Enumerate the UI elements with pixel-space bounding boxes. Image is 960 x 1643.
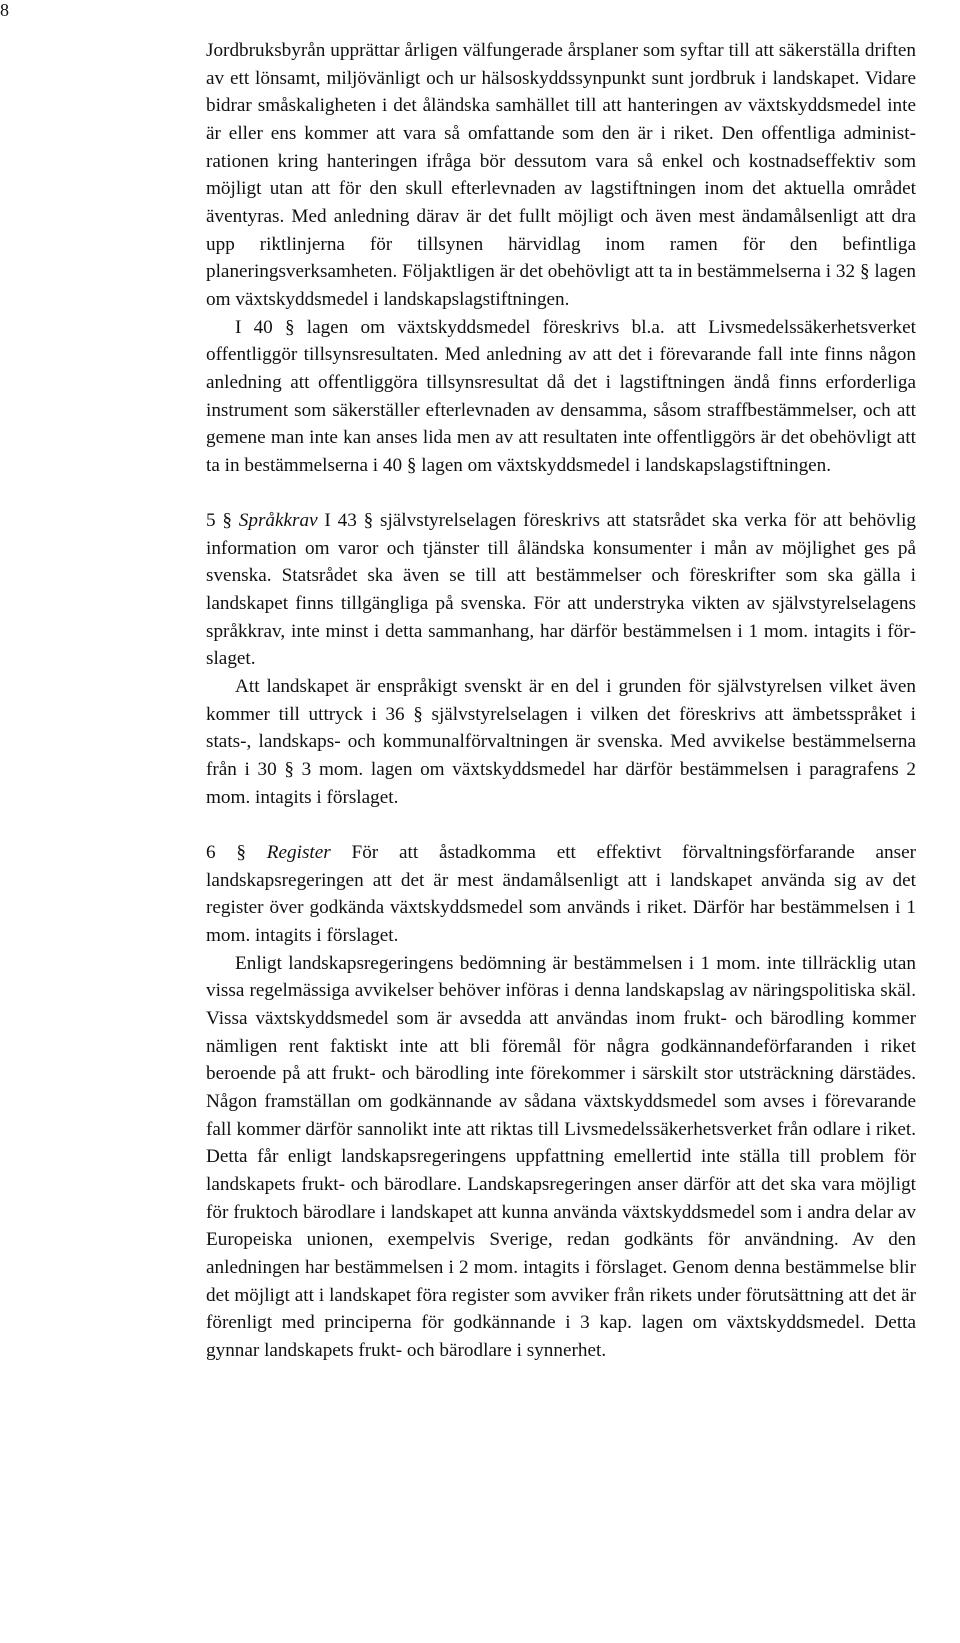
section-5-paragraph-2: Att landskapet är enspråkigt svenskt är en del i grunden för självstyrelsen vilket även kommer till uttryck i 36 § självstyrelselagen i vilken det föreskrivs att ämbetsspråket i stats-, landskaps- och kommunalförvaltningen är svenska. Med avvikelse bestämmelserna från i 30 § 3 mom. lagen om växtskyddsmedel har därför bestämmelsen i paragrafens 2 mom. intagits i förslaget. [206, 676, 916, 808]
section-5-text: I 43 § självstyrelselagen föreskrivs att statsrådet ska verka för att behövlig information om varor och tjänster till åländska konsumenter i mån av möjlighet ges på svenska. Statsrådet ska även se till att bestämmelser och föreskrifter som ska gälla i landskapet finns tillgängliga på svenska. För att understryka vikten av självstyrelselagens språkkrav, inte minst i detta sammanhang, har därför bestämmelsen i 1 mom. intagits i förslaget. [206, 510, 917, 670]
section-6-title: Register [266, 842, 331, 863]
section-5-paragraph [206, 507, 916, 673]
section-6-paragraph-2: Enligt landskapsregeringens bedömning är bestämmelsen i 1 mom. inte tillräcklig utan vissa regelmässiga avvikelser behöver införas i denna landskapslag av näringspolitiska skäl. Vissa växtskyddsmedel som är avsedda att användas inom frukt- och bärodling kommer nämligen rent faktiskt inte att bli föremål för några godkännandeförfaranden i riket beroende på att frukt- och bärodling inte förekommer i särskilt stor utsträckning därstädes. Någon framställan om godkännande av sådana växtskyddsmedel som avses i förevarande fall kommer därför sannolikt inte att riktas till Livsmedelssäkerhetsverket från odlare i riket. Detta får enligt landskapsregeringens uppfattning emellertid inte ställa till problem för landskapets frukt- och bärodlare. Landskapsregeringen anser därför att det ska vara möjligt för fruktoch bärodlare i landskapet att kunna använda växtskyddsmedel som i andra delar av Europeiska unionen, exempelvis Sverige, redan godkänts för användning. Av den anledningen har bestämmelsen i 2 mom. intagits i förslaget. Genom denna bestämmelse blir det möjligt att i landskapet föra register som avviker från rikets under förutsättning att det är förenligt med principerna för godkännande i 3 kap. lagen om växtskyddsmedel. Detta gynnar landskapets frukt- och bärodlare i synnerhet. [206, 952, 916, 1361]
paragraph-tillsyn: Jordbruksbyrån upprättar årligen välfungerade årsplaner som syftar till att säkerställa driften av ett lönsamt, miljövänligt och ur hälsoskyddssynpunkt sunt jordbruk i landskapet. Vidare bidrar småskaligheten i det åländska samhället till att hanteringen av växtskyddsmedel inte är eller ens kommer att vara så omfattande som den är i riket. Den offentliga administrationen kring hanteringen ifråga bör dessutom vara så enkel och kostnadseffektiv som möjligt utan att för den skull efterlevnaden av lagstiftningen inom det aktuella området äventyras. Med anledning därav är det fullt möjligt och även mest ändamålsenligt att dra upp riktlinjerna för tillsynen härvidlag inom ramen för den befintliga planeringsverksamheten. Följaktligen är det obehövligt att ta in bestämmelserna i 32 § lagen om växtskyddsmedel i landskapslagstiftningen. [206, 40, 916, 310]
section-6-paragraph [206, 839, 916, 950]
document-body [206, 37, 916, 1364]
section-5-number: 5 § [206, 510, 239, 532]
paragraph-offentliggorande: I 40 § lagen om växtskyddsmedel föreskrivs bl.a. att Livsmedelssäkerhetsverket offentliggör tillsynsresultaten. Med anledning av att det i förevarande fall inte finns någon anledning att offentliggöra tillsynsresultat då det i lagstiftningen ändå finns erforderliga instrument som säkerställer efterlevnaden av densamma, såsom straffbestämmelser, och att gemene man inte kan anses lida men av att resultaten inte offentliggörs är det obehövligt att ta in bestämmelserna i 40 § lagen om växtskyddsmedel i landskapslagstiftningen. [206, 316, 916, 476]
section-6-number: 6 § [206, 842, 267, 863]
section-5-title: Språkkrav [238, 510, 318, 532]
page-number: 8 [0, 0, 9, 20]
section-6-text: För att åstadkomma ett effektivt förvaltningsförfarande anser landskapsregeringen att det är mest ändamålsenligt att i landskapet använda sig av det register över godkända växtskyddsmedel som används i riket. Därför har bestämmelsen i 1 mom. intagits i förslaget. [206, 842, 917, 946]
